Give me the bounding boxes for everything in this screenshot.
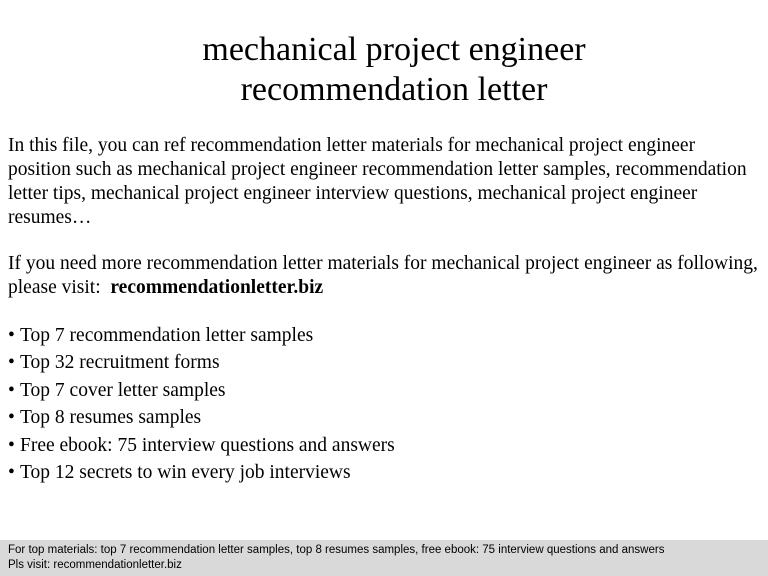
list-item-text: Top 8 resumes samples <box>20 407 202 429</box>
website-link[interactable]: recommendationletter.biz <box>110 277 324 298</box>
page-title <box>0 30 768 110</box>
intro-paragraph-2-text: If you need more recommendation letter materials for mechanical project engineer as following, please visit: <box>8 253 758 298</box>
list-item-text: Top 12 secrets to win every job interviews <box>20 462 351 484</box>
footer-line-1: For top materials: top 7 recommendation letter samples, top 8 resumes samples, free ebook: 75 interview questions and answers <box>8 544 665 556</box>
intro-paragraph-2 <box>8 252 760 300</box>
list-item-text: Top 7 recommendation letter samples <box>20 325 314 346</box>
list-item <box>8 459 760 486</box>
bullet-marker: • <box>8 462 15 484</box>
title-line-2: recommendation letter <box>240 71 548 108</box>
list-item <box>8 349 760 376</box>
materials-list <box>8 322 760 486</box>
list-item <box>8 404 760 431</box>
bullet-marker: • <box>8 352 15 374</box>
bullet-marker: • <box>8 379 15 401</box>
bullet-marker: • <box>8 407 15 429</box>
list-item <box>8 432 760 459</box>
title-line-1: mechanical project engineer <box>202 31 586 68</box>
list-item <box>8 377 760 404</box>
footer-bar <box>0 540 768 576</box>
list-item <box>8 322 760 349</box>
intro-paragraph-1: In this file, you can ref recommendation letter materials for mechanical project engineer position such as mechanical project engineer recommendation letter samples, recommendation letter tips, mechanical project engineer interview questions, mechanical project engineer resumes… <box>8 135 747 228</box>
list-item-text: Top 7 cover letter samples <box>20 379 226 401</box>
list-item-text: Free ebook: 75 interview questions and answers <box>20 434 395 456</box>
bullet-marker: • <box>8 434 15 456</box>
intro-section <box>8 134 760 300</box>
footer-line-2: Pls visit: recommendationletter.biz <box>8 559 182 571</box>
bullet-marker: • <box>8 325 15 346</box>
list-item-text: Top 32 recruitment forms <box>20 352 220 374</box>
